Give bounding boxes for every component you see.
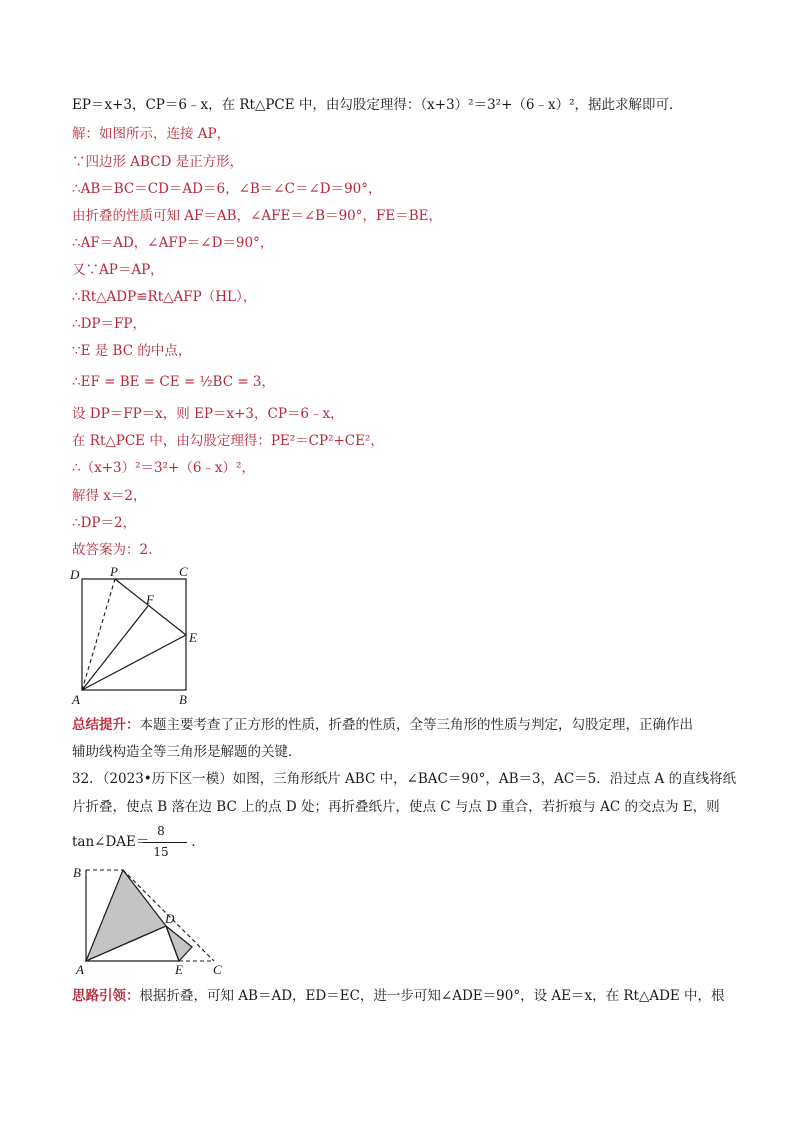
answer-fraction — [147, 824, 175, 838]
hint-line — [72, 987, 725, 1005]
summary-line — [72, 716, 693, 734]
summary-text: 本题主要考查了正方形的性质，折叠的性质，全等三角形的性质与判定，勾股定理，正确作出 — [139, 717, 693, 733]
vertex-label: D — [165, 911, 175, 926]
solution-line: ∴DP＝2， — [72, 515, 137, 531]
triangle-fold-figure — [66, 860, 236, 978]
vertex-label: E — [175, 962, 183, 977]
problem-line: 32．（2023•历下区一模）如图，三角形纸片 ABC 中，∠BAC＝90°，AB＝3，AC＝5．沿过点 A 的直线将纸 — [72, 771, 737, 787]
vertex-label: P — [110, 564, 118, 579]
vertex-label: A — [76, 962, 84, 977]
problem-line: 片折叠，使点 B 落在边 BC 上的点 D 处；再折叠纸片，使点 C 与点 D 重合，若折痕与 AC 的交点为 E，则 — [72, 799, 720, 815]
answer-fraction-den — [147, 845, 175, 859]
solution-line: 设 DP＝FP＝x，则 EP＝x+3，CP＝6﹣x， — [72, 406, 344, 422]
solution-line: ∴（x+3）²＝3²+（6﹣x）²， — [72, 460, 255, 476]
solution-line: ∵E 是 BC 的中点， — [72, 343, 192, 359]
fraction-bar — [143, 842, 187, 843]
square-fold-figure — [66, 564, 206, 710]
vertex-label: B — [179, 692, 187, 707]
solution-line: ∴AB＝BC＝CD＝AD＝6，∠B＝∠C＝∠D＝90°， — [72, 181, 382, 197]
solution-line: ∴DP＝FP， — [72, 316, 146, 332]
vertex-label: C — [213, 962, 222, 977]
solution-line: ∴Rt△ADP≌Rt△AFP（HL）， — [72, 289, 257, 305]
solution-line: ∴AF＝AD，∠AFP＝∠D＝90°， — [72, 235, 274, 251]
vertex-label: D — [70, 567, 80, 582]
hint-label: 思路引领： — [72, 988, 140, 1004]
solution-line: 解：如图所示，连接 AP， — [72, 126, 231, 142]
summary-line-2: 辅助线构造全等三角形是解题的关键． — [72, 744, 302, 760]
fraction-denominator: 15 — [153, 845, 169, 859]
solution-line: ∴EF = BE = CE = ½BC = 3， — [72, 374, 276, 390]
answer-prefix: tan∠DAE＝ — [72, 834, 150, 850]
vertex-label: A — [72, 692, 80, 707]
vertex-label: B — [73, 865, 81, 880]
vertex-label: C — [179, 564, 188, 579]
hint-text: 根据折叠，可知 AB＝AD，ED＝EC，进一步可知∠ADE＝90°，设 AE＝x，在 Rt△ADE 中，根 — [139, 988, 725, 1004]
intro-line: EP＝x+3，CP＝6﹣x，在 Rt△PCE 中，由勾股定理得：（x+3）²＝3²+（6﹣x）²，据此求解即可． — [72, 97, 683, 113]
vertex-label: E — [189, 630, 197, 645]
solution-line: 由折叠的性质可知 AF＝AB，∠AFE＝∠B＝90°，FE＝BE， — [72, 208, 443, 224]
vertex-label: F — [146, 592, 154, 607]
solution-line: ∵四边形 ABCD 是正方形， — [72, 154, 244, 170]
solution-line: 故答案为：2． — [72, 542, 162, 558]
fraction-numerator: 8 — [157, 824, 165, 838]
answer-suffix: ． — [191, 834, 205, 850]
summary-label: 总结提升： — [72, 717, 140, 733]
solution-line: 在 Rt△PCE 中，由勾股定理得：PE²＝CP²+CE²， — [72, 433, 384, 449]
solution-line: 解得 x＝2， — [72, 488, 147, 504]
solution-line: 又∵AP＝AP， — [72, 262, 164, 278]
